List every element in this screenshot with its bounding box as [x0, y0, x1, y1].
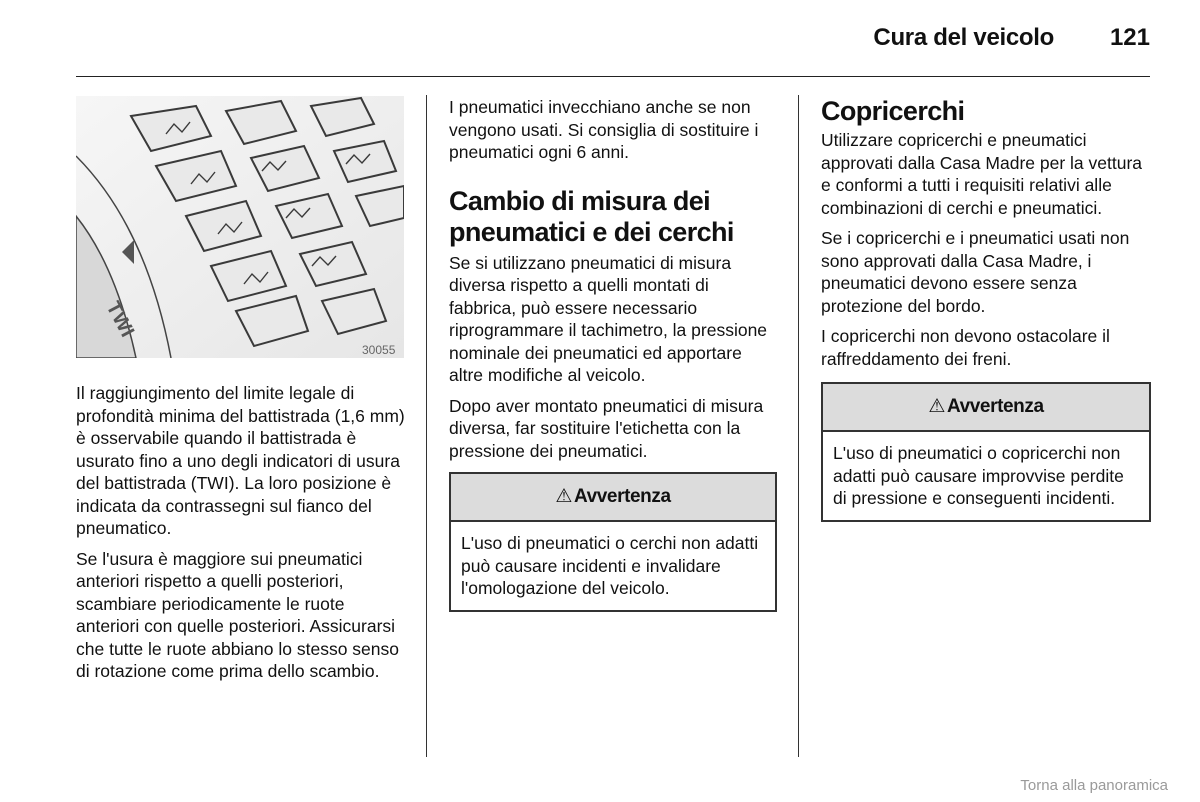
warning-text: L'uso di pneumatici o copricerchi non adatti può causare improvvise perdite di pressione e conseguenti incidenti. — [833, 443, 1124, 508]
warning-text: L'uso di pneumatici o cerchi non adatti può causare incidenti e invalidare l'omologazione del veicolo. — [461, 533, 759, 598]
warning-header — [451, 474, 775, 522]
intro-paragraph: I pneumatici invecchiano anche se non vengono usati. Si consiglia di sostituire i pneumatici ogni 6 anni. — [449, 97, 759, 162]
figure-code: 30055 — [362, 343, 396, 357]
warning-box — [821, 382, 1151, 522]
paragraph: Dopo aver montato pneumatici di misura diversa, far sostituire l'etichetta con la pressione dei pneumatici. — [449, 395, 764, 461]
page-number: 121 — [1109, 24, 1150, 51]
twi-label: TWI — [101, 298, 139, 341]
back-to-overview-link[interactable]: Torna alla panoramica — [1020, 777, 1168, 794]
column-divider-1 — [426, 95, 427, 757]
section-heading-tire-size: Cambio di misura dei pneumatici e dei cerchi — [449, 185, 734, 247]
tire-tread-figure — [76, 96, 404, 358]
section-heading-hubcaps: Copricerchi — [821, 96, 965, 126]
paragraph: Se i copricerchi e i pneumatici usati non sono approvati dalla Casa Madre, i pneumatici devono essere senza protezione del bordo. — [821, 228, 1130, 316]
tire-tread-illustration — [76, 96, 404, 358]
column-divider-2 — [798, 95, 799, 757]
paragraph: Il raggiungimento del limite legale di profondità minima del battistrada (1,6 mm) è osservabile quando il battistrada è usurato fino a uno degli indicatori di usura del battistrada (TWI). La loro posizione è indicata da contrassegni sul fianco del pneumatico. — [76, 383, 405, 538]
section-title: Cura del veicolo — [873, 24, 1054, 51]
header-divider — [76, 76, 1150, 77]
paragraph: Utilizzare copricerchi e pneumatici approvati dalla Casa Madre per la vettura e conformi a tutti i requisiti relativi alle combinazioni di cerchi e pneumatici. — [821, 130, 1143, 218]
warning-box — [449, 472, 777, 612]
column-2 — [449, 96, 777, 612]
paragraph: Se l'usura è maggiore sui pneumatici anteriori rispetto a quelli posteriori, scambiare periodicamente le ruote anteriori con quelle posteriori. Assicurarsi che tutte le ruote abbiano lo stesso senso di rotazione come prima dello scambio. — [76, 548, 399, 681]
paragraph: Se si utilizzano pneumatici di misura diversa rispetto a quelli montati di fabbrica, può essere necessario riprogrammare il tachimetro, la pressione nominale dei pneumatici ed apportare altre modifiche al veicolo. — [449, 252, 768, 385]
column-1 — [76, 382, 408, 691]
warning-title: Avvertenza — [573, 485, 671, 507]
warning-triangle-icon: ⚠ — [928, 395, 945, 417]
column-3 — [821, 96, 1151, 522]
warning-header — [823, 384, 1149, 432]
warning-title: Avvertenza — [946, 395, 1044, 417]
paragraph: I copricerchi non devono ostacolare il raffreddamento dei freni. — [821, 326, 1110, 369]
warning-triangle-icon: ⚠ — [555, 485, 572, 507]
